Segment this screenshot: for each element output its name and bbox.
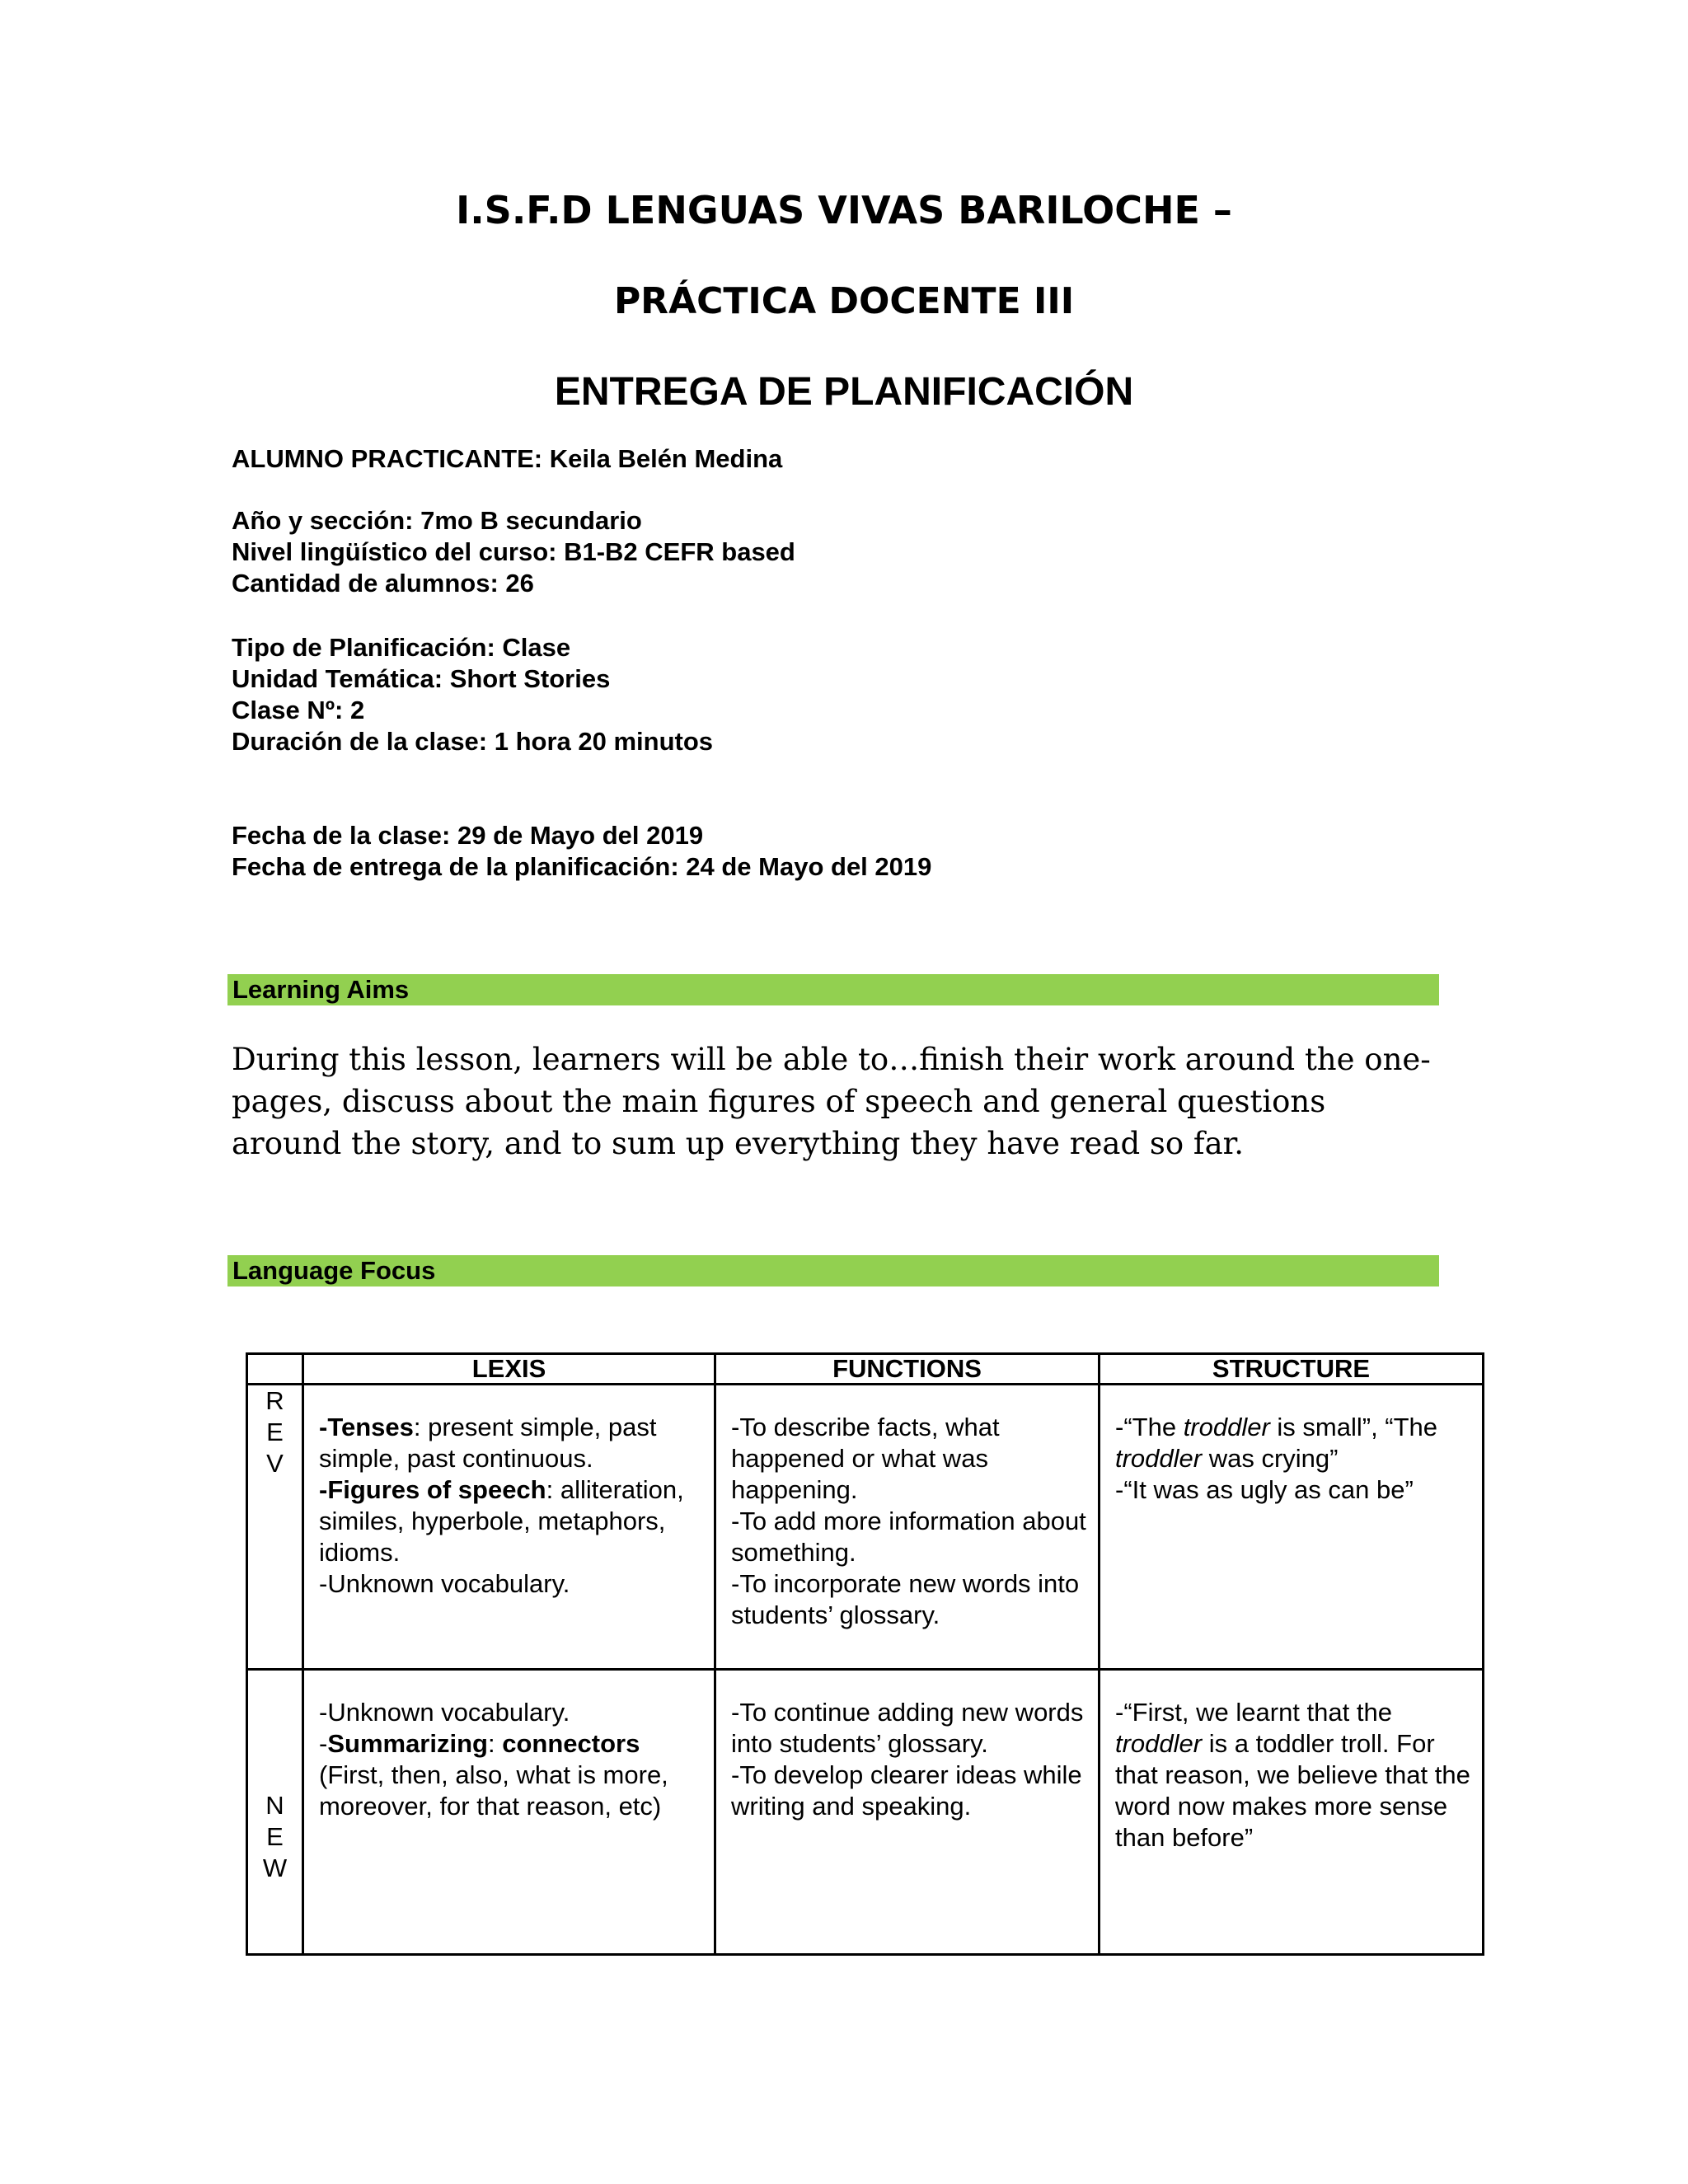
- summarizing-colon: :: [487, 1729, 503, 1758]
- class-date: Fecha de la clase: 29 de Mayo del 2019: [232, 821, 704, 850]
- language-focus-table: [246, 1352, 1484, 1956]
- new-vocab: -Unknown vocabulary.: [319, 1698, 570, 1727]
- corner-cell: [247, 1354, 303, 1385]
- summarizing-label: Summarizing: [327, 1729, 488, 1758]
- row-label-letter: V: [266, 1449, 284, 1478]
- structure-a2: is small”, “The: [1269, 1413, 1438, 1441]
- summarizing-dash: -: [319, 1729, 328, 1758]
- row-label-letter: E: [266, 1821, 284, 1851]
- figures-text: : alliteration, similes, hyperbole, metaphors, idioms.: [319, 1475, 684, 1567]
- document-title: ENTREGA DE PLANIFICACIÓN: [554, 370, 1134, 414]
- column-header-lexis: LEXIS: [303, 1354, 715, 1385]
- delivery-date: Fecha de entrega de la planificación: 24 de Mayo del 2019: [232, 852, 932, 881]
- new-functions-cell: [715, 1670, 1100, 1955]
- row-label-letter: N: [265, 1790, 284, 1820]
- class-duration: Duración de la clase: 1 hora 20 minutos: [232, 727, 714, 756]
- figures-label: -Figures of speech: [319, 1475, 546, 1504]
- student-name: ALUMNO PRACTICANTE: Keila Belén Medina: [232, 444, 783, 473]
- learning-aims-heading: Learning Aims: [227, 974, 1439, 1005]
- rev-functions-cell: [715, 1385, 1100, 1670]
- structure-b-italic: troddler: [1115, 1444, 1203, 1473]
- table-header-row: [247, 1354, 1484, 1385]
- new-lexis-cell: [303, 1670, 715, 1955]
- column-header-functions: FUNCTIONS: [715, 1354, 1100, 1385]
- tenses-label: -Tenses: [319, 1413, 414, 1441]
- structure-b2: was crying”: [1202, 1444, 1339, 1473]
- language-level: Nivel lingüístico del curso: B1-B2 CEFR based: [232, 537, 795, 566]
- row-label-letter: W: [262, 1853, 288, 1882]
- row-label-letter: R: [265, 1386, 284, 1415]
- language-focus-heading: Language Focus: [227, 1255, 1439, 1286]
- year-section: Año y sección: 7mo B secundario: [232, 506, 642, 535]
- table-row-new: [247, 1670, 1484, 1955]
- institution-title: I.S.F.D LENGUAS VIVAS BARILOCHE –: [456, 188, 1232, 232]
- new-structure-italic: troddler: [1115, 1729, 1203, 1758]
- connectors-text: (First, then, also, what is more, moreover, for that reason, etc): [319, 1760, 668, 1821]
- row-label-rev: [247, 1385, 303, 1670]
- rev-lexis-cell: [303, 1385, 715, 1670]
- structure-c: -“It was as ugly as can be”: [1115, 1475, 1414, 1504]
- rev-functions-text: -To describe facts, what happened or what was happening. -To add more information about something. -To incorporate new words into students’ glossary.: [731, 1413, 1086, 1629]
- class-number: Clase Nº: 2: [232, 696, 365, 724]
- new-functions-text: -To continue adding new words into students’ glossary. -To develop clearer ideas while writing and speaking.: [731, 1698, 1084, 1821]
- plan-type: Tipo de Planificación: Clase: [232, 633, 571, 662]
- column-header-structure: STRUCTURE: [1100, 1354, 1484, 1385]
- course-title: PRÁCTICA DOCENTE III: [613, 280, 1075, 322]
- students-count: Cantidad de alumnos: 26: [232, 569, 534, 598]
- thematic-unit: Unidad Temática: Short Stories: [232, 664, 611, 693]
- new-structure-cell: [1100, 1670, 1484, 1955]
- learning-aims-text: During this lesson, learners will be able to…finish their work around the one-pages, discuss about the main figures of speech and general questions around the story, and to sum up everything they have read so far.: [232, 1042, 1431, 1161]
- structure-a1: -“The: [1115, 1413, 1184, 1441]
- row-label-letter: E: [266, 1418, 284, 1446]
- table-row-rev: [247, 1385, 1484, 1670]
- row-label-new: [247, 1670, 303, 1955]
- rev-vocab: -Unknown vocabulary.: [319, 1569, 570, 1598]
- new-structure-p1: -“First, we learnt that the: [1115, 1698, 1392, 1727]
- structure-a-italic: troddler: [1183, 1413, 1270, 1441]
- connectors-label: connectors: [502, 1729, 640, 1758]
- new-structure-p2: is a toddler troll. For that reason, we believe that the word now makes more sense than before”: [1115, 1729, 1470, 1852]
- tenses-text: : present simple, past simple, past continuous.: [319, 1413, 657, 1473]
- rev-structure-cell: [1100, 1385, 1484, 1670]
